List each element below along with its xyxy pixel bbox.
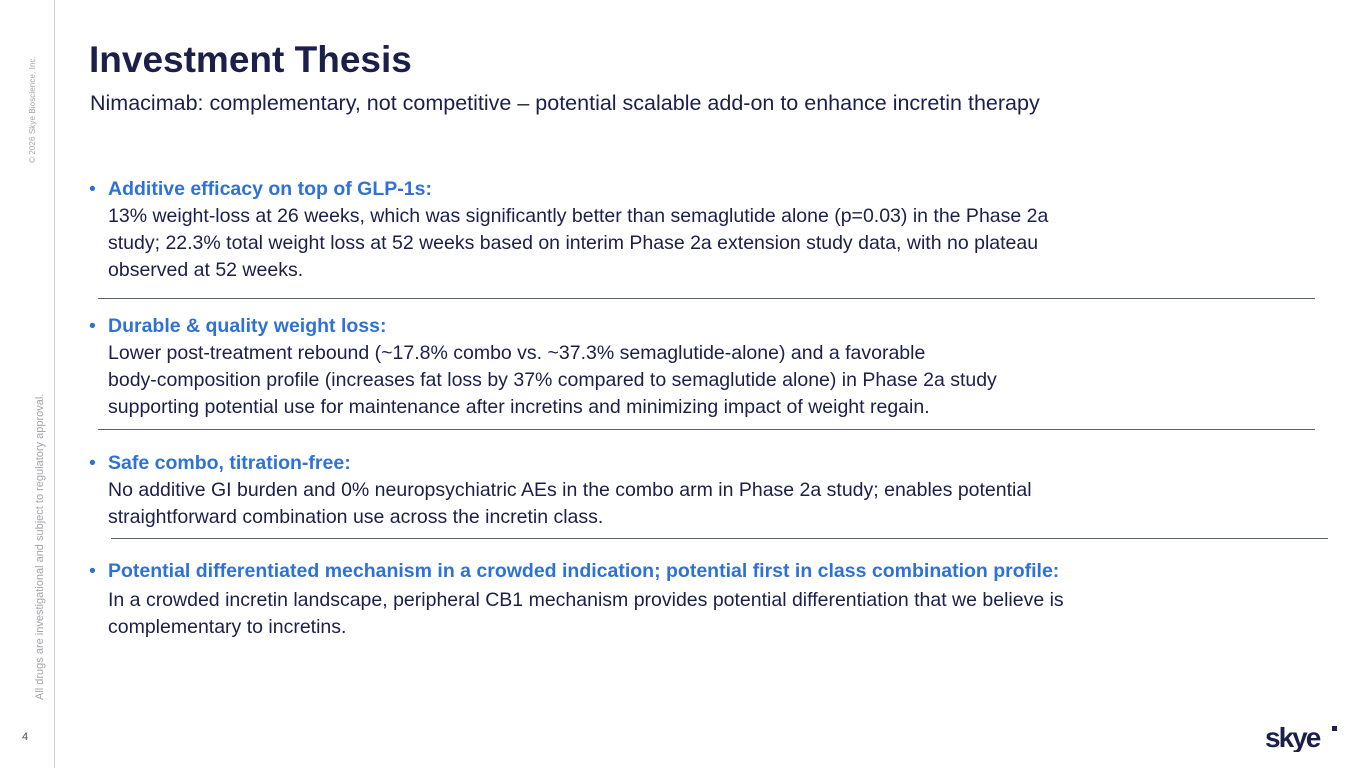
bullet-body-line: study; 22.3% total weight loss at 52 weeks based on interim Phase 2a extension study data, with no plateau: [108, 232, 1039, 254]
logo-dot: [1332, 726, 1337, 731]
bullet-marker: •: [89, 178, 96, 200]
bullet-heading: • Additive efficacy on top of GLP-1s:: [89, 176, 1048, 203]
section-divider: [98, 429, 1315, 430]
bullet-durable-weight-loss: [89, 313, 997, 421]
bullet-additive-efficacy: [89, 176, 1048, 284]
bullet-marker: •: [89, 560, 96, 582]
bullet-marker: •: [89, 315, 96, 337]
copyright-notice: © 2026 Skye Bioscience, Inc.: [28, 56, 37, 163]
bullet-safe-combo: [89, 450, 1032, 531]
bullet-body-line: straightforward combination use across the incretin class.: [108, 506, 604, 528]
bullet-body-line: complementary to incretins.: [108, 616, 347, 638]
skye-logo: [1265, 720, 1339, 752]
page-subtitle: Nimacimab: complementary, not competitive – potential scalable add-on to enhance incretin therapy: [90, 91, 1040, 115]
bullet-body-line: In a crowded incretin landscape, peripheral CB1 mechanism provides potential differentiation that we believe is: [108, 589, 1064, 611]
logo-wordmark: skye: [1265, 722, 1320, 752]
bullet-body: [89, 477, 1032, 531]
bullet-body-line: Lower post-treatment rebound (~17.8% combo vs. ~37.3% semaglutide-alone) and a favorable: [108, 342, 926, 364]
bullet-heading: • Potential differentiated mechanism in a crowded indication; potential first in class combination profile:: [89, 558, 1064, 585]
bullet-heading: • Durable & quality weight loss:: [89, 313, 997, 340]
page-title: Investment Thesis: [89, 39, 412, 80]
regulatory-disclaimer: All drugs are investigational and subject to regulatory approval.: [34, 393, 46, 700]
bullet-body-line: observed at 52 weeks.: [108, 259, 304, 281]
left-margin-rule: [54, 0, 55, 768]
bullet-body-line: 13% weight-loss at 26 weeks, which was significantly better than semaglutide alone (p=0.03) in the Phase 2a: [108, 205, 1049, 227]
bullet-differentiated-mechanism: [89, 558, 1064, 641]
bullet-body: [89, 340, 997, 421]
bullet-body-line: No additive GI burden and 0% neuropsychiatric AEs in the combo arm in Phase 2a study; enables potential: [108, 479, 1032, 501]
bullet-heading: • Safe combo, titration-free:: [89, 450, 1032, 477]
bullet-marker: •: [89, 452, 96, 474]
section-divider: [111, 538, 1328, 539]
bullet-body-line: body-composition profile (increases fat loss by 37% compared to semaglutide alone) in Phase 2a study: [108, 369, 997, 391]
bullet-body: [89, 203, 1048, 284]
bullet-body: [89, 587, 1064, 641]
section-divider: [98, 298, 1315, 299]
page-number: 4: [22, 731, 29, 743]
bullet-body-line: supporting potential use for maintenance after incretins and minimizing impact of weight regain.: [108, 396, 930, 418]
